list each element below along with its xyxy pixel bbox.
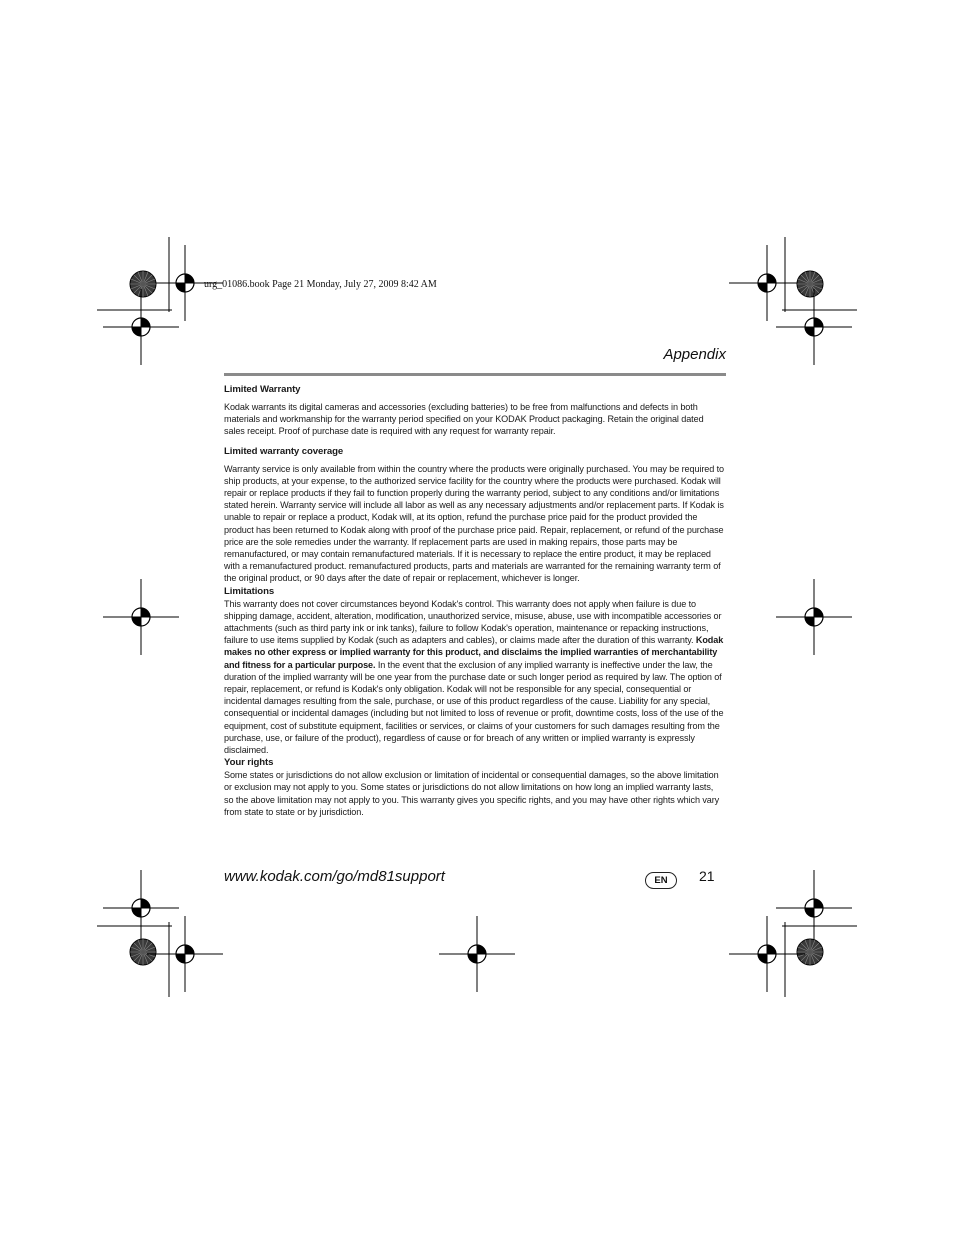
print-slug: urg_01086.book Page 21 Monday, July 27, 2009 8:42 AM [204, 279, 437, 290]
section-body: Kodak warrants its digital cameras and accessories (excluding batteries) to be free from malfunctions and defects in both materials and workmanship for the warranty period specified on your KODAK Product packaging. Retain the original dated sales receipt. Proof of purchase date is required with any request for warranty repair. [224, 402, 704, 437]
section-body [224, 598, 724, 757]
registration-mark-icon [776, 870, 852, 946]
registration-mark-icon [729, 916, 805, 992]
star-target-icon [130, 939, 156, 965]
registration-mark-icon [103, 289, 179, 365]
section-heading: Limited warranty coverage [224, 445, 344, 457]
registration-mark-icon [776, 579, 852, 655]
star-target-icon [797, 271, 823, 297]
warranty-content [224, 383, 724, 818]
section-heading: Your rights [224, 757, 274, 769]
star-target-icon [797, 939, 823, 965]
section-body: Some states or jurisdictions do not allow exclusion or limitation of incidental or consequential damages, so the above limitation or exclusion may not apply to you. Some states or jurisdictions do not allow limitations on how long an implied warranty lasts, so the above limitation may not apply to you. This warranty gives you specific rights, and you may have other rights which vary from state to state or by jurisdiction. [224, 770, 720, 817]
registration-mark-icon [103, 579, 179, 655]
body-emphasis: Kodak makes no other express or implied warranty for this product, and disclaims the implied warranties of merchantability and fitness for a particular purpose. [224, 635, 724, 670]
body-text: This warranty does not cover circumstances beyond Kodak's control. This warranty does not apply when failure is due to shipping damage, accident, alteration, modification, unauthorized service, misuse, abuse, use with incompatible accessories or attachments (such as third party ink or ink tanks), failure to follow Kodak's operation, maintenance or repacking instructions, failure to use items supplied by Kodak (such as adapters and cables), or claims made after the duration of this warranty. [224, 598, 722, 646]
star-target-icon [130, 271, 156, 297]
section-title: Appendix [663, 346, 726, 363]
registration-mark-icon [103, 870, 179, 946]
section-body: Warranty service is only available from within the country where the products were originally purchased. You may be required to ship products, at your expense, to the authorized service facility for the country where the products were purchased. Kodak will repair or replace products if they fail to function properly during the warranty period, subject to any conditions and/or limitations stated herein. Warranty service will include all labor as well as any necessary adjustments and/or replacement parts. If Kodak is unable to repair or replace a product, Kodak will, at its option, refund the purchase price paid for the product provided the product has been returned to Kodak along with proof of the purchase price paid. Repair, replacement, or refund of the purchase price are the sole remedies under the warranty. If replacement parts are used in making repairs, those parts may be remanufactured, or may contain remanufactured materials. If it is necessary to replace the entire product, it may be replaced with a remanufactured product. remanufactured products, parts and materials are warranted for the remaining warranty term of the original product, or 90 days after the date of repair or replacement, whichever is longer. [224, 463, 725, 584]
section-heading: Limitations [224, 585, 275, 597]
page-number: 21 [699, 868, 715, 884]
registration-mark-icon [776, 289, 852, 365]
support-link[interactable]: www.kodak.com/go/md81support [224, 868, 445, 885]
registration-mark-icon [147, 916, 223, 992]
header-rule [224, 373, 726, 376]
section-heading: Limited Warranty [224, 384, 301, 395]
registration-mark-icon [439, 916, 515, 992]
language-badge: EN [645, 872, 677, 889]
body-text: In the event that the exclusion of any implied warranty is ineffective under the law, the duration of the implied warranty will be one year from the purchase date or such longer period as required by law. The option of repair, replacement, or refund is Kodak's only obligation. Kodak will not be responsible for any special, consequential or incidental damages resulting from the sale, purchase, or use of this product regardless of the cause. Liability for any special, consequential or incidental damages (including but not limited to loss of revenue or profit, downtime costs, loss of the use of the equipment, cost of substitute equipment, facilities or services, or claims of your customers for such damages resulting from the purchase, use, or failure of the product), regardless of cause or for breach of any written or implied warranty is expressly disclaimed. [224, 659, 724, 756]
